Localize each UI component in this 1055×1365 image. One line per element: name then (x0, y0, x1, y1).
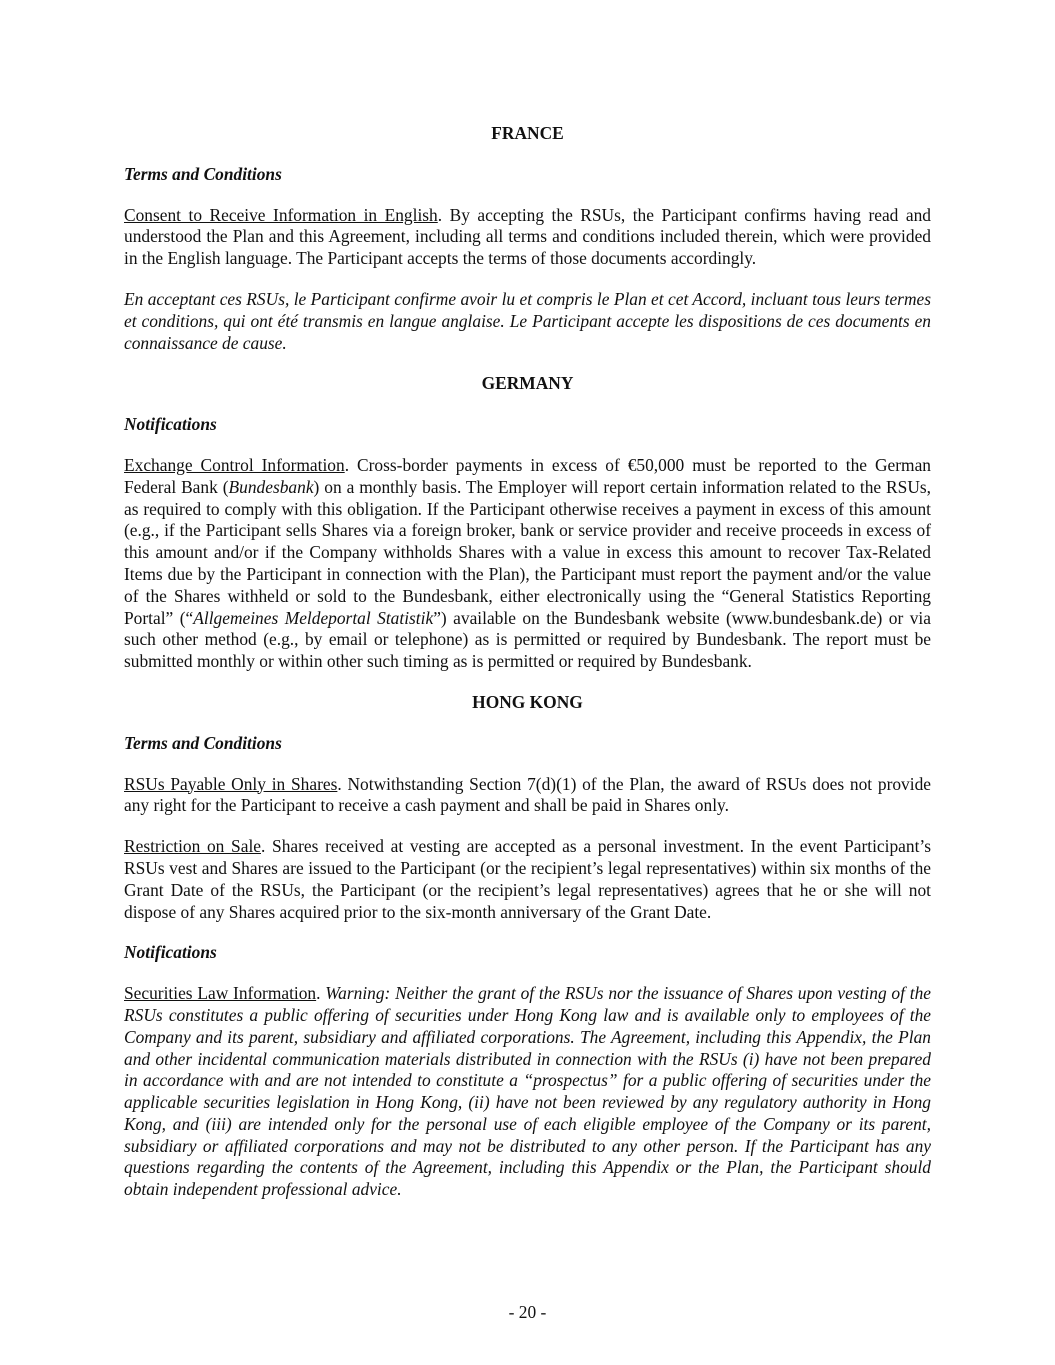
securities-title: Securities Law Information (124, 983, 317, 1004)
securities-separator: . (316, 983, 326, 1004)
hong-kong-payable-paragraph (124, 774, 931, 818)
securities-body-italic: Warning: Neither the grant of the RSUs nor the issuance of Shares upon vesting of the RSUs constitutes a public offering of securities under Hong Kong law and is available only to employees of the Company and its parent, subsidiary and affiliated corporations. The Agreement, including this Appendix, the Plan and other incidental communication materials distributed in connection with the RSUs (i) have not been prepared in accordance with and are not intended to constitute a “prospectus” for a public offering of securities under the applicable securities legislation in Hong Kong, (ii) have not been reviewed by any regulatory authority in Hong Kong, and (iii) are intended only for the personal use of each eligible employee of the Company or its parent, subsidiary or affiliated corporations and may not be distributed to any other person. If the Participant has any questions regarding the contents of the Agreement, including this Appendix or the Plan, the Participant should obtain independent professional advice. (124, 983, 931, 1200)
payable-body: Notwithstanding Section 7(d)(1) of the Plan, the award of RSUs does not provide any right for the Participant to receive a cash payment and shall be paid in Shares only. (124, 773, 931, 816)
exchange-bank-italic: Bundesbank (228, 476, 314, 497)
section-heading-france: FRANCE (491, 123, 564, 143)
consent-title: Consent to Receive Information in English (124, 204, 438, 225)
france-terms-subheading: Terms and Conditions (124, 163, 282, 184)
exchange-separator: . (344, 454, 358, 475)
document-page (124, 123, 931, 1220)
france-consent-paragraph (124, 205, 931, 270)
payable-title: RSUs Payable Only in Shares (124, 773, 338, 794)
exchange-portal-italic: Allgemeines Meldeportal Statistik (193, 607, 434, 628)
section-heading-germany: GERMANY (481, 373, 574, 394)
germany-exchange-paragraph (124, 455, 931, 673)
page-number: - 20 - (508, 1302, 547, 1322)
germany-notifications-subheading: Notifications (124, 414, 217, 435)
exchange-title: Exchange Control Information (124, 454, 345, 475)
exchange-body-2: ) on a monthly basis. The Employer will report certain information related to the RSUs, as required to comply with this obligation. If the Participant otherwise receives a payment in excess of this amount (e.g., if the Participant sells Shares via a foreign broker, bank or service provider and receive proceeds in excess of this amount and/or if the Company withholds Shares with a value in excess this amount to recover Tax-Related Items due by the Participant in connection with the Plan), the Participant must report the payment and/or the value of the Shares withheld or sold to the Bundesbank, either electronically using the “General Statistics Reporting Portal” (“ (124, 476, 931, 628)
restriction-separator: . (261, 836, 273, 857)
consent-body: By accepting the RSUs, the Participant confirms having read and understood the Plan and this Agreement, including all terms and conditions included therein, which were provided in the English language. The Participant accepts the terms of those documents accordingly. (124, 204, 931, 269)
restriction-body: Shares received at vesting are accepted as a personal investment. In the event Participant’s RSUs vest and Shares are issued to the Participant (or the recipient’s legal representatives) within six months of the Grant Date of the RSUs, the Participant (or the recipient’s legal representatives) agrees that he or she will not dispose of any Shares acquired prior to the six-month anniversary of the Grant Date. (124, 836, 931, 922)
hong-kong-securities-paragraph (124, 983, 931, 1201)
exchange-body-1: Cross-border payments in excess of €50,000 must be reported to the German Federal Bank ( (124, 454, 931, 497)
section-heading-hong-kong: HONG KONG (472, 691, 583, 712)
consent-separator: . (437, 204, 450, 225)
hong-kong-notifications-subheading: Notifications (124, 942, 217, 963)
france-french-paragraph: En acceptant ces RSUs, le Participant confirme avoir lu et compris le Plan et cet Accord, incluant tous leurs termes et conditions, qui ont été transmis en langue anglaise. Le Participant accepte les dispositions de ces documents en connaissance de cause. (124, 288, 931, 353)
hong-kong-restriction-paragraph (124, 836, 931, 923)
payable-separator: . (337, 773, 348, 794)
exchange-body-3: ”) available on the Bundesbank website (www.bundesbank.de) or via such other method (e.g., by email or telephone) as is permitted or required by Bundesbank. The report must be submitted monthly or within other such timing as is permitted or required by Bundesbank. (124, 607, 931, 672)
hong-kong-terms-subheading: Terms and Conditions (124, 732, 282, 753)
restriction-title: Restriction on Sale (124, 836, 261, 857)
